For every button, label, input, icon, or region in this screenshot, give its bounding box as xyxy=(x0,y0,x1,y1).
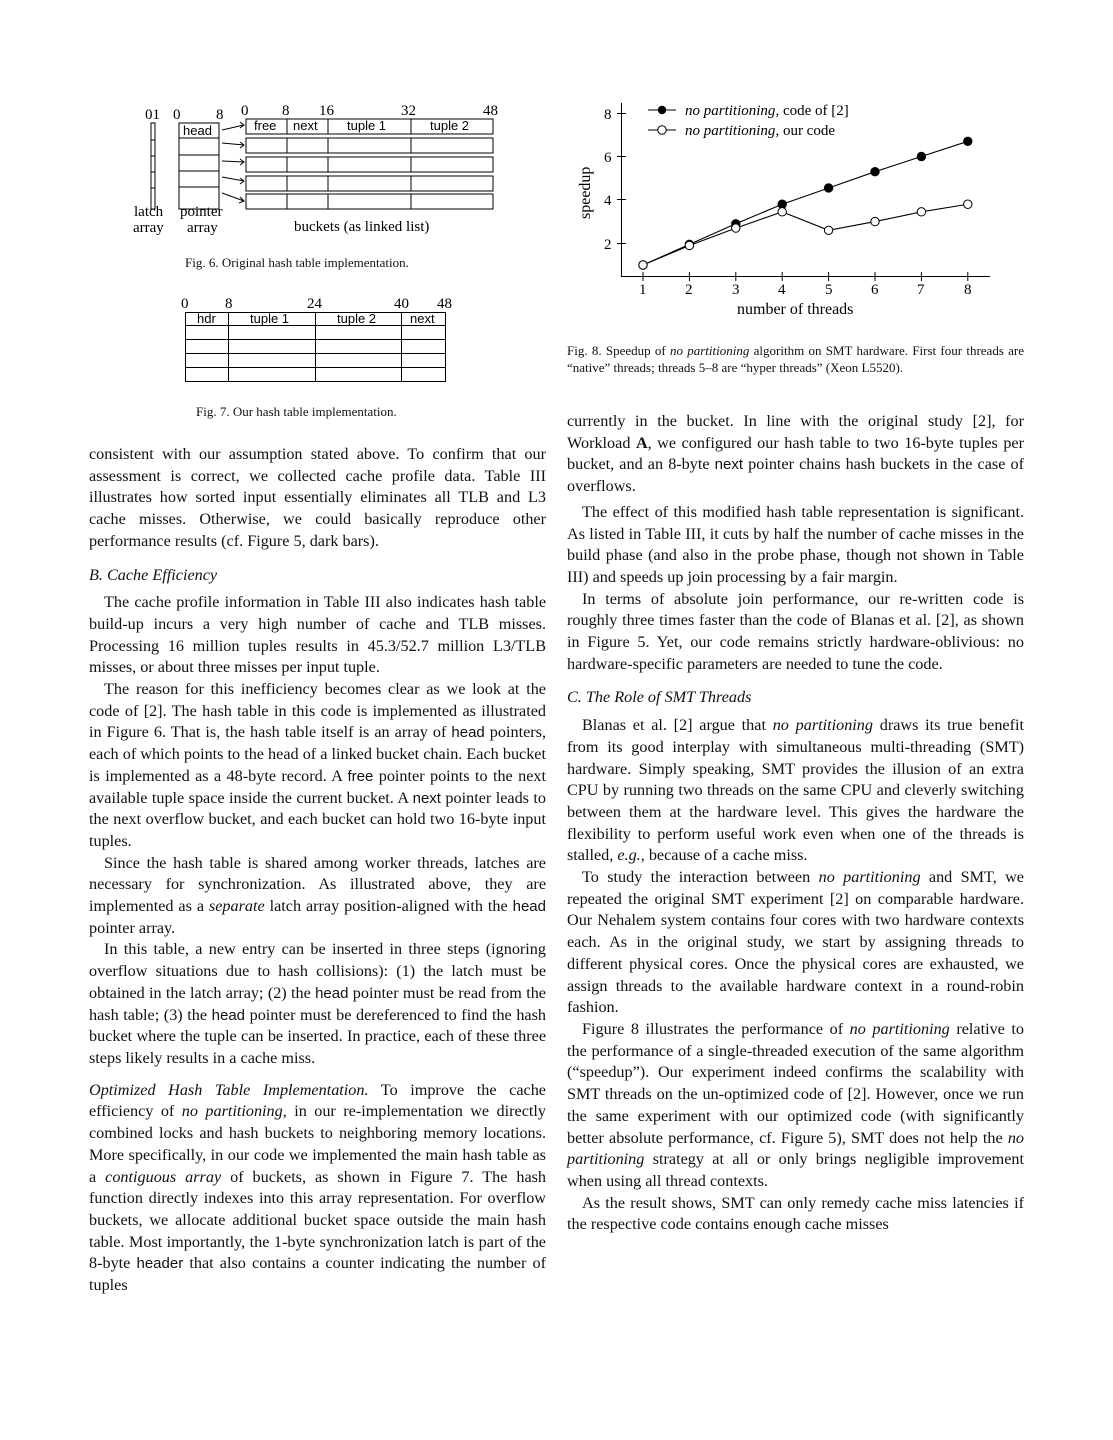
paragraph: The reason for this inefficiency becomes clear as we look at the code of [2]. The hash table in this code is implemented as illustrated in Figure 6. That is, the hash table itself is an array of head pointers, each of which points to the head of a linked bucket chain. Each bucket is implemented as a 48-byte record. A free pointer points to the next available tuple space inside the current bucket. A next pointer leads to the next overflow bucket, and each bucket can hold two 16-byte input tuples. xyxy=(89,680,547,850)
svg-text:no partitioning, code of [2] xyxy=(685,103,849,119)
figure-6-diagram xyxy=(120,95,520,245)
tick-0: 0 xyxy=(181,296,189,312)
legend-2-italic: no partitioning xyxy=(685,123,776,139)
legend-1-text: , code of [2] xyxy=(775,103,849,119)
figure-8-chart xyxy=(560,95,1010,325)
open-circle-marker-icon xyxy=(824,226,832,234)
x-tick-8: 8 xyxy=(964,282,972,298)
open-circle-marker-icon xyxy=(658,126,666,134)
paragraph: currently in the bucket. In line with the original study [2], for Workload A, we configured our hash table to two 16-byte tuples per bucket, and an 8-byte next pointer chains hash buckets in the case of overflows. xyxy=(567,412,1025,496)
tick-24: 24 xyxy=(307,296,322,312)
open-circle-marker-icon xyxy=(778,208,786,216)
chart-series xyxy=(639,137,972,269)
pointer-arrows xyxy=(222,122,244,203)
paragraph: The cache profile information in Table III also indicates hash table build-up incurs a very high number of cache and TLB misses. Processing 16 million tuples results in 45.3/52.7 million L3/TLB misses, or about three misses per input tuple. xyxy=(89,593,546,677)
field-tuple-2: tuple 2 xyxy=(337,311,377,326)
figure-7 xyxy=(170,290,470,385)
y-axis-label: speedup xyxy=(577,166,594,219)
legend-1-italic: no partitioning xyxy=(685,103,776,119)
bucket-array xyxy=(185,312,446,382)
x-tick-2: 2 xyxy=(685,282,693,298)
svg-text:no partitioning, our code xyxy=(685,123,835,139)
figure-6 xyxy=(120,95,520,245)
x-tick-6: 6 xyxy=(871,282,879,298)
figure-8-caption: Fig. 8. Speedup of no partitioning algorithm on SMT hardware. First four threads are “native” threads; threads 5–8 are “hyper threads” (Xeon L5520). xyxy=(567,343,1024,375)
y-tick-6: 6 xyxy=(604,150,612,166)
tick-40: 40 xyxy=(394,296,409,312)
x-tick-1: 1 xyxy=(639,282,647,298)
field-tuple-1: tuple 1 xyxy=(250,311,290,326)
bucket-tick-48: 48 xyxy=(483,103,498,119)
filled-circle-marker-icon xyxy=(871,167,879,175)
y-tick-2: 2 xyxy=(604,237,612,253)
head-label: head xyxy=(183,123,212,138)
x-tick-7: 7 xyxy=(917,282,925,298)
section-heading-b: B. Cache Efficiency xyxy=(89,565,218,584)
x-tick-4: 4 xyxy=(778,282,786,298)
field-tuple-1: tuple 1 xyxy=(347,118,387,133)
x-axis-label: number of threads xyxy=(737,301,854,318)
paragraph: Figure 8 illustrates the performance of no partitioning relative to the performance of a single-threaded execution of the same algorithm (“speedup”). Our experiment indeed confirms the scalability with SMT threads on the un-optimized code of [2]. However, once we run the same experiment with our optimized code (with significantly better absolute performance, cf. Figure 5), SMT does not help the no partitioning strategy at all or only brings negligible improvement when using all thread contexts. xyxy=(567,1019,1024,1190)
paragraph: Blanas et al. [2] argue that no partitioning draws its true benefit from its good interplay with simultaneous multi-threading (SMT) hardware. Simply speaking, SMT provides the illusion of an extra CPU by running two threads on the same CPU and cleverly switching between them at the hardware level. This gives the hardware the flexibility to perform useful work even when one of the threads is stalled, e.g., because of a cache miss. xyxy=(567,716,1024,865)
latch-array xyxy=(151,123,155,209)
pointer-label: pointer xyxy=(180,204,223,220)
open-circle-marker-icon xyxy=(917,208,925,216)
x-tick-3: 3 xyxy=(732,282,740,298)
filled-circle-marker-icon xyxy=(964,137,972,145)
open-circle-marker-icon xyxy=(964,200,972,208)
field-hdr: hdr xyxy=(197,311,216,326)
open-circle-marker-icon xyxy=(685,241,693,249)
paragraph: In this table, a new entry can be inserted in three steps (ignoring overflow situations due to hash collisions): (1) the latch must be obtained in the latch array; (2) the head pointer must be read from the hash table; (3) the head pointer must be dereferenced to find the hash bucket where the tuple can be inserted. In practice, each of these three steps likely results in a cache miss. xyxy=(89,940,547,1067)
figure-6-caption: Fig. 6. Original hash table implementation. xyxy=(185,255,409,270)
buckets-label: buckets (as linked list) xyxy=(294,219,430,235)
chart-legend xyxy=(648,103,849,139)
legend-2-text: , our code xyxy=(775,123,835,139)
speedup-chart xyxy=(560,95,1010,325)
pointer-tick-0: 0 xyxy=(173,107,181,123)
figure-7-caption: Fig. 7. Our hash table implementation. xyxy=(196,404,397,419)
bucket-tick-0: 0 xyxy=(241,103,249,119)
filled-circle-marker-icon xyxy=(658,106,666,114)
filled-circle-marker-icon xyxy=(917,152,925,160)
left-column xyxy=(89,444,546,1297)
paragraph: In terms of absolute join performance, our re-written code is roughly three times faster than the code of Blanas et al. [2], as shown in Figure 5. Yet, our code remains strictly hardware-oblivious: no hardware-specific parameters are needed to tune the code. xyxy=(567,589,1024,673)
latch-array-label: array xyxy=(133,220,164,236)
bucket-tick-8: 8 xyxy=(282,103,290,119)
field-free: free xyxy=(254,118,277,133)
paragraph: consistent with our assumption stated above. To confirm that our assessment is correct, we collected cache profile data. Table III illustrates how sorted input essentially eliminates all TLB and L3 cache misses. Otherwise, we could basically reproduce other performance results (cf. Figure 5, dark bars). xyxy=(89,445,546,550)
latch-tick-label: 01 xyxy=(145,107,160,123)
tick-48: 48 xyxy=(437,296,452,312)
field-next: next xyxy=(293,118,318,133)
open-circle-marker-icon xyxy=(871,217,879,225)
y-tick-8: 8 xyxy=(604,107,612,123)
latch-label: latch xyxy=(134,204,164,220)
bucket-tick-16: 16 xyxy=(319,103,334,119)
paragraph: The effect of this modified hash table representation is significant. As listed in Table III, it cuts by half the number of cache misses in the build phase (and also in the probe phase, though not shown in Table III) and speeds up join processing by a fair margin. xyxy=(567,502,1024,586)
x-tick-5: 5 xyxy=(825,282,833,298)
field-tuple-2: tuple 2 xyxy=(430,118,470,133)
section-heading-c: C. The Role of SMT Threads xyxy=(567,688,752,707)
tick-8: 8 xyxy=(225,296,233,312)
paragraph: As the result shows, SMT can only remedy cache miss latencies if the respective code contains enough cache misses xyxy=(567,1193,1024,1234)
open-circle-marker-icon xyxy=(639,261,647,269)
bucket-tick-32: 32 xyxy=(401,103,416,119)
pointer-tick-8: 8 xyxy=(216,107,224,123)
paragraph: To study the interaction between no partitioning and SMT, we repeated the original SMT experiment [2] on comparable hardware. Our Nehalem system contains four cores with two hardware contexts each. As in the original study, we start by assigning threads to different physical cores. Once the physical cores are exhausted, we assign threads to the available hardware context in a round-robin fashion. xyxy=(567,868,1024,1017)
filled-circle-marker-icon xyxy=(824,184,832,192)
paragraph: Since the hash table is shared among worker threads, latches are necessary for synchronization. As illustrated above, they are implemented as a separate latch array position-aligned with the head pointer array. xyxy=(89,853,546,937)
field-next: next xyxy=(410,311,435,326)
paragraph: Optimized Hash Table Implementation. To improve the cache efficiency of no partitioning, in our re-implementation we directly combined locks and hash buckets to neighboring memory locations. More specifically, in our code we implemented the main hash table as a contiguous array of buckets, as shown in Figure 7. The hash function directly indexes into this array representation. For overflow buckets, we allocate additional bucket space outside the main hash table. Most importantly, the 1-byte synchronization latch is part of the 8-byte header that also contains a counter indicating the number of tuples xyxy=(89,1080,547,1295)
open-circle-marker-icon xyxy=(732,224,740,232)
right-column xyxy=(567,411,1024,1236)
y-tick-4: 4 xyxy=(604,193,612,209)
pointer-array-label: array xyxy=(187,220,218,236)
figure-7-diagram xyxy=(170,290,470,385)
